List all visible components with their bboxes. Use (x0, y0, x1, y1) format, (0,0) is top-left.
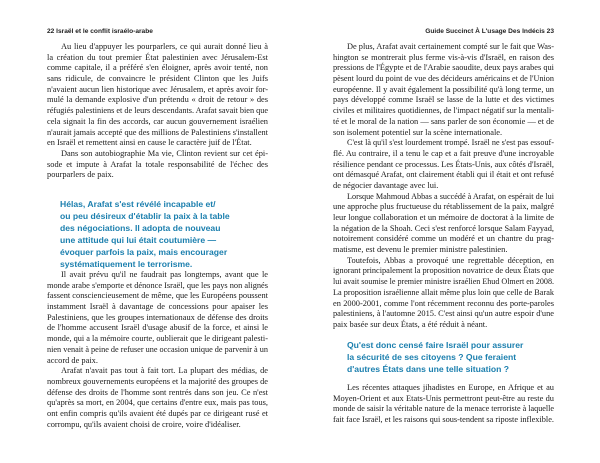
text-line (333, 149, 554, 160)
text-line (60, 198, 250, 210)
text-line (333, 138, 554, 149)
text-line-content: hington se montrerait plus ferme vis-à-vis d'Israël, en raison des (333, 52, 554, 62)
text-line-content: systématiquement le terrorisme. (60, 259, 193, 269)
text-line-content: en 2000-2001, comme l'ont récemment reconnu des porte-paroles (333, 298, 554, 308)
text-line (333, 42, 554, 53)
text-line (333, 224, 554, 235)
text-line-content: corrompu, qu'ils avaient choisi de croire, voire d'idéaliser. (47, 419, 241, 429)
text-line-content: pèsent lourd du point de vue des décideurs américains et de l'Union (333, 74, 554, 84)
text-line-content: Au lieu d'appuyer les pourparlers, ce qui aurait donné lieu à (61, 42, 268, 51)
text-line (347, 363, 537, 375)
text-line (47, 42, 268, 53)
text-line-content: Dans son autobiographie Ma vie, Clinton revient sur cet épi- (61, 148, 268, 158)
left-pull-quote (60, 198, 250, 270)
text-line-content: sode et impute à Arafat la totale responsabilité de l'échec des (47, 159, 268, 169)
text-line (47, 366, 268, 377)
text-line-content: une attitude qui lui était coutumière — (60, 235, 217, 245)
text-line-content: monde de saisir la véritable nature de la menace terroriste à laquelle (333, 404, 554, 414)
text-line (47, 334, 268, 345)
text-line-content: pourparlers de paix. (47, 170, 114, 180)
text-line-content: la création du tout premier État palestinien avec Jérusalem-Est (47, 52, 268, 62)
text-line (47, 345, 268, 356)
right-body-text-top (333, 42, 554, 331)
left-body-text-top (47, 42, 268, 181)
text-line-content: instamment Israël à davantage de concessions pour apaiser les (47, 302, 268, 312)
text-line (47, 291, 268, 302)
text-line (47, 281, 268, 292)
text-line (333, 288, 554, 299)
text-line (347, 351, 537, 363)
text-line (47, 53, 268, 64)
text-line-content: pays développé comme Israël se lasse de la lutte et des victimes (333, 95, 554, 105)
text-line (47, 420, 268, 431)
text-line (47, 388, 268, 399)
text-line-content: monde arabe s'emporte et dénonce Israël, que les pays non alignés (47, 280, 268, 290)
text-line (333, 106, 554, 117)
text-line-content: ignorant principalement la proposition novatrice de deux États que (333, 266, 554, 276)
text-line-content: notoirement considéré comme un modéré et un chantre du prag- (333, 234, 554, 244)
text-line (47, 270, 268, 281)
text-line-content: européenne. Il y avait également la possibilité qu'à long terme, un (333, 84, 554, 94)
text-line (333, 299, 554, 310)
text-line-content: défense des droits de l'homme sont rentrés dans son jeu. Ce n'est (47, 387, 268, 397)
text-line-content: pressions de l'Égypte et de l'Arabie saoudite, deux pays arabes qui (333, 63, 554, 73)
paragraph (333, 383, 554, 426)
text-line-content: flé. Au contraire, il a tenu le cap et a fait preuve d'une incroyable (333, 148, 554, 158)
text-line-content: Palestiniens, que les groupes internationaux de défense des droits (47, 312, 268, 322)
text-line-content: son isolement potentiel sur la scène internationale. (333, 127, 503, 137)
text-line (47, 117, 268, 128)
text-line (333, 394, 554, 405)
text-line-content: paix basée sur deux États, a été réduit à néant. (333, 319, 488, 329)
text-line-content: n'aurait jamais accepté que des millions de Palestiniens s'installent (47, 127, 268, 137)
paragraph (333, 42, 554, 138)
text-line (60, 210, 250, 222)
text-line (333, 53, 554, 64)
paragraph (47, 42, 268, 149)
text-line (47, 149, 268, 160)
right-body-text-bottom (333, 383, 554, 426)
text-line (47, 356, 268, 367)
text-line-content: en Israël et remettent ainsi en cause le caractère juif de l'État. (47, 138, 252, 148)
text-line (333, 320, 554, 331)
text-line (333, 213, 554, 224)
text-line (333, 266, 554, 277)
text-line (47, 95, 268, 106)
text-line-content: De plus, Arafat avait certainement compté sur le fait que Was- (347, 42, 554, 51)
text-line-content: Hélas, Arafat s'est révélé incapable et/ (60, 199, 216, 209)
paragraph (333, 192, 554, 256)
text-line-content: résilience pendant ce processus. Les États-Unis, aux côtés d'Israël, (333, 159, 554, 169)
text-line-content: palestiniens, à l'automne 2015. C'est ainsi qu'un autre espoir d'une (333, 309, 554, 319)
text-line-content: fassent consciencieusement de même, que les Européens poussent (47, 291, 268, 301)
text-line (333, 383, 554, 394)
left-running-head: 22 Israël et le conflit israélo-arabe (47, 28, 153, 35)
text-line-content: de négocier davantage avec lui. (333, 180, 439, 190)
paragraph (333, 138, 554, 191)
text-line (47, 398, 268, 409)
text-line-content: Lorsque Mahmoud Abbas a succédé à Arafat, on espérait de lui (347, 191, 554, 201)
text-line-content: nombreux gouvernements européens et la majorité des groupes de (47, 376, 268, 386)
text-line-content: réfugiés palestiniens et de leurs descendants. Arafat savait bien que (47, 106, 268, 116)
text-line (333, 202, 554, 213)
text-line-content: cela signait la fin des accords, car aucun gouvernement israélien (47, 116, 268, 126)
text-line (47, 85, 268, 96)
text-line-content: civiles et militaires quotidiennes, de l'impact négatif sur la mentali- (333, 106, 554, 116)
text-line-content: mulé la demande explosive d'un prétendu « droit de retour » des (47, 95, 268, 105)
text-line-content: ou peu désireux d'établir la paix à la table (60, 211, 230, 221)
text-line (347, 339, 537, 351)
text-line (333, 117, 554, 128)
text-line (47, 302, 268, 313)
text-line-content: la négation de la Shoah. Ceci s'est renforcé lorsque Salam Fayyad, (333, 223, 554, 233)
text-line (333, 181, 554, 192)
text-line (333, 245, 554, 256)
text-line-content: leur longue collaboration et un mémoire de doctorat à la limite de (333, 213, 554, 222)
text-line (333, 74, 554, 85)
text-line (60, 222, 250, 234)
text-line-content: Arafat n'avait pas tout à fait tort. La plupart des médias, de (61, 366, 268, 376)
paragraph (47, 366, 268, 430)
left-body-text-bottom (47, 270, 268, 430)
text-line (47, 138, 268, 149)
text-line (333, 128, 554, 139)
text-line-content: d'autres États dans une telle situation ? (347, 364, 510, 374)
text-line (47, 128, 268, 139)
text-line-content: une approche plus fructueuse du rétablissement de la paix, malgré (333, 202, 554, 212)
text-line (333, 234, 554, 245)
text-line (333, 63, 554, 74)
text-line-content: La proposition israélienne allait même plus loin que celle de Barak (333, 287, 554, 297)
text-line (47, 106, 268, 117)
paragraph (47, 149, 268, 181)
paragraph (333, 256, 554, 331)
text-line (333, 192, 554, 203)
text-line (47, 323, 268, 334)
text-line (333, 95, 554, 106)
text-line-content: qu'après sa mort, en 2004, que certains d'entre eux, mais pas tous, (47, 398, 268, 408)
text-line (333, 309, 554, 320)
text-line (333, 160, 554, 171)
text-line (47, 170, 268, 181)
text-line-content: la sécurité de ses citoyens ? Que feraient (347, 352, 517, 362)
text-line (47, 74, 268, 85)
text-line-content: évoquer parfois la paix, mais encourager (60, 247, 228, 257)
text-line-content: comme capitale, il a préféré s'en éloigner, après avoir tenté, non (47, 63, 268, 73)
text-line-content: ont enfin compris qu'ils avaient été dupés par ce dirigeant rusé et (47, 408, 268, 418)
pull-quote-text (347, 339, 537, 375)
text-line-content: fait face Israël, et les raisons qui sous-tendent sa riposte inflexible. (333, 415, 554, 425)
pull-quote-text (60, 198, 250, 270)
text-line-content: des négociations. Il adopta de nouveau (60, 223, 221, 233)
text-line-content: Les récentes attaques jihadistes en Europe, en Afrique et au (347, 383, 554, 392)
text-line-content: sans ridicule, de convaincre le président Clinton que les Juifs (47, 74, 268, 84)
text-line (333, 170, 554, 181)
text-line (333, 256, 554, 267)
right-pull-quote (347, 339, 537, 375)
text-line (60, 234, 250, 246)
text-line (333, 415, 554, 426)
text-line-content: C'est là qu'il s'est lourdement trompé. Israël ne s'est pas essouf- (347, 138, 554, 148)
text-line (333, 404, 554, 415)
text-line-content: lui avait soumise le premier ministre israélien Ehud Olmert en 2008. (333, 277, 554, 287)
text-line (47, 160, 268, 171)
text-line-content: nien venait à peine de refuser une occasion unique de parvenir à un (47, 344, 268, 354)
text-line-content: monde, qui a la mémoire courte, oublierait que le dirigeant palesti- (47, 334, 268, 344)
text-line-content: n'avaient aucun lien historique avec Jérusalem, et après avoir for- (47, 84, 268, 94)
paragraph (47, 270, 268, 366)
text-line-content: matisme, est devenu le premier ministre palestinien. (333, 245, 508, 255)
text-line-content: Il avait prévu qu'il ne faudrait pas longtemps, avant que le (61, 270, 268, 279)
text-line (47, 313, 268, 324)
text-line-content: Moyen-Orient et aux Etats-Unis permettront peut-être au reste du (333, 393, 554, 403)
text-line (60, 246, 250, 258)
text-line-content: Qu'est donc censé faire Israël pour assurer (347, 340, 524, 350)
text-line (47, 409, 268, 420)
text-line (333, 85, 554, 96)
text-line (47, 63, 268, 74)
right-running-head: Guide Succinct À L'usage Des Indécis 23 (425, 28, 554, 35)
text-line-content: té et le moral de la nation — sans parler de son économie — et de (333, 116, 554, 126)
text-line (47, 377, 268, 388)
text-line-content: Toutefois, Abbas a provoqué une regrettable déception, en (347, 255, 554, 265)
text-line-content: ont démasqué Arafat, ont clairement établi qui il était et ont refusé (333, 170, 554, 180)
text-line-content: accord de paix. (47, 355, 98, 365)
text-line (60, 258, 250, 270)
text-line (333, 277, 554, 288)
text-line-content: de l'homme accusent Israël d'usage abusif de la force, et ainsi le (47, 323, 268, 333)
